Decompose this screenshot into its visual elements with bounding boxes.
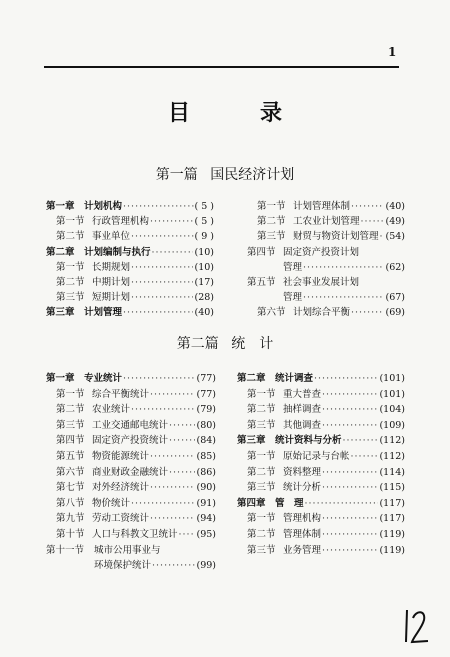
toc-page: (84) — [196, 435, 216, 447]
toc-page: (119) — [379, 544, 405, 556]
leader-dots — [131, 498, 195, 509]
toc-entry — [46, 386, 216, 400]
toc-page: (101) — [379, 373, 405, 384]
toc-entry — [237, 464, 405, 478]
leader-dots — [322, 545, 378, 556]
toc-entry — [247, 304, 405, 318]
toc-title: 社会事业发展计划 — [283, 277, 360, 288]
toc-label: 第十一节 — [46, 544, 85, 556]
toc-page: ( 5 ) — [194, 216, 214, 228]
toc-label: 第二章 — [46, 246, 75, 258]
toc-label: 第一章 — [46, 201, 75, 212]
toc-page: (86) — [196, 466, 216, 478]
toc-entry — [237, 510, 405, 524]
toc-title: 物资能源统计 — [92, 451, 150, 462]
leader-dots — [123, 201, 193, 212]
toc-label: 第七节 — [56, 482, 85, 494]
toc-entry — [46, 542, 216, 556]
toc-entry — [46, 464, 216, 478]
toc-label: 第一节 — [247, 388, 276, 400]
part2-right-column — [237, 370, 405, 560]
toc-entry — [247, 274, 405, 288]
toc-entry — [46, 510, 216, 524]
toc-title: 工业交通邮电统计 — [92, 419, 169, 431]
toc-label: 第八节 — [56, 497, 85, 509]
toc-label: 第一节 — [247, 451, 276, 462]
toc-title: 固定资产投资计划 — [283, 246, 360, 258]
toc-label: 第二节 — [56, 277, 85, 288]
toc-entry — [46, 259, 214, 273]
toc-title: 商业财政金融统计 — [92, 466, 169, 478]
toc-label: 第九节 — [56, 513, 85, 525]
leader-dots — [322, 482, 378, 493]
leader-dots — [322, 529, 378, 540]
toc-entry — [237, 526, 405, 540]
leader-dots — [131, 231, 193, 242]
part1-name: 国民经济计划 — [210, 167, 295, 183]
leader-dots — [322, 404, 378, 415]
leader-dots — [380, 231, 385, 242]
toc-page: (40) — [385, 201, 405, 212]
toc-title: 管 理 — [275, 497, 304, 509]
leader-dots — [131, 262, 193, 273]
toc-entry — [46, 526, 216, 540]
page-title: 目 录 — [167, 101, 306, 126]
toc-page: (62) — [385, 261, 405, 273]
part1-label: 第一篇 — [155, 167, 198, 183]
toc-label: 第二节 — [247, 466, 276, 478]
toc-title: 重大普查 — [283, 388, 322, 400]
toc-title: 短期计划 — [92, 292, 131, 304]
toc-page: (94) — [196, 513, 216, 525]
toc-title: 计划管理 — [84, 307, 123, 319]
toc-title: 综合平衡统计 — [92, 388, 150, 400]
toc-label: 第二节 — [247, 404, 276, 416]
toc-label: 第一节 — [56, 388, 85, 400]
toc-page: (91) — [196, 497, 216, 509]
toc-entry — [46, 228, 214, 242]
leader-dots — [169, 467, 195, 478]
toc-label: 第五节 — [247, 277, 276, 288]
toc-label: 第一节 — [56, 216, 85, 228]
toc-label: 第三节 — [247, 419, 276, 431]
toc-entry — [247, 198, 405, 212]
toc-label: 第六节 — [257, 307, 286, 319]
toc-label: 第四节 — [247, 246, 276, 258]
leader-dots — [131, 404, 195, 415]
toc-title: 城市公用事业与 — [94, 544, 161, 556]
header-rule — [44, 66, 399, 68]
toc-entry — [237, 542, 405, 556]
toc-entry — [237, 448, 405, 462]
toc-label: 第二节 — [257, 216, 286, 228]
toc-title: 中期计划 — [92, 277, 131, 288]
toc-page: (117) — [379, 497, 405, 509]
leader-dots — [150, 513, 195, 524]
toc-chapter — [237, 432, 405, 446]
toc-entry — [46, 479, 216, 493]
leader-dots — [150, 216, 193, 227]
leader-dots — [150, 482, 195, 493]
toc-label: 第一章 — [46, 373, 75, 384]
toc-label: 第三节 — [257, 231, 286, 243]
toc-page: (40) — [194, 307, 214, 319]
toc-title: 财贸与物资计划管理 — [293, 231, 379, 243]
toc-entry-continuation — [46, 557, 216, 571]
leader-dots — [303, 292, 384, 303]
toc-page: (90) — [196, 482, 216, 494]
toc-label: 第三节 — [247, 482, 276, 494]
toc-entry — [237, 417, 405, 431]
part1-left-column — [46, 198, 214, 318]
part2-label: 第二篇 — [176, 336, 219, 352]
toc-label: 第六节 — [56, 466, 85, 478]
toc-page: (119) — [379, 529, 405, 540]
toc-title: 人口与科教文卫统计 — [92, 529, 178, 540]
toc-title: 原始记录与台帐 — [283, 451, 350, 462]
leader-dots — [131, 277, 193, 288]
toc-page: (112) — [379, 435, 405, 447]
toc-label: 第十节 — [56, 529, 85, 540]
leader-dots — [150, 389, 195, 400]
toc-entry — [247, 228, 405, 242]
part2-heading — [0, 333, 450, 353]
toc-page: (115) — [379, 482, 405, 494]
toc-entry — [247, 244, 405, 258]
toc-title: 计划管理体制 — [293, 201, 351, 212]
toc-label: 第一节 — [56, 261, 85, 273]
toc-title: 统计分析 — [283, 482, 322, 494]
leader-dots — [152, 247, 194, 258]
toc-label: 第二节 — [56, 231, 85, 243]
toc-label: 第三节 — [247, 544, 276, 556]
toc-page: (114) — [379, 466, 405, 478]
part1-heading — [0, 164, 450, 184]
leader-dots — [169, 435, 195, 446]
leader-dots — [152, 560, 195, 571]
toc-title: 业务管理 — [283, 544, 322, 556]
toc-title: 行政管理机构 — [92, 216, 150, 228]
handwritten-page-mark — [402, 606, 432, 646]
toc-page: (109) — [379, 419, 405, 431]
leader-dots — [305, 498, 379, 509]
leader-dots — [322, 389, 378, 400]
part1-right-column — [247, 198, 405, 318]
toc-entry — [46, 417, 216, 431]
toc-label: 第一节 — [257, 201, 286, 212]
toc-title: 统计资料与分析 — [275, 435, 342, 447]
leader-dots — [179, 529, 196, 540]
toc-label: 第四章 — [237, 497, 266, 509]
leader-dots — [131, 292, 193, 303]
toc-title: 事业单位 — [92, 231, 131, 243]
toc-chapter — [237, 495, 405, 509]
leader-dots — [322, 513, 378, 524]
leader-dots — [322, 467, 378, 478]
toc-entry — [46, 432, 216, 446]
toc-page: (79) — [196, 404, 216, 416]
toc-title: 长期规划 — [92, 261, 131, 273]
leader-dots — [303, 262, 384, 273]
toc-title-continued: 管理 — [283, 292, 303, 304]
toc-label: 第四节 — [56, 435, 85, 447]
part2-name: 统 计 — [231, 336, 274, 352]
toc-title: 对外经济统计 — [92, 482, 150, 494]
toc-page: (10) — [194, 261, 214, 273]
toc-title: 资料整理 — [283, 466, 322, 478]
toc-page: (10) — [194, 246, 214, 258]
leader-dots — [351, 307, 384, 318]
toc-label: 第一节 — [247, 513, 276, 525]
toc-label: 第三章 — [46, 307, 75, 319]
toc-entry — [46, 274, 214, 288]
toc-title: 农业统计 — [92, 404, 131, 416]
toc-chapter — [46, 304, 214, 318]
toc-page: (69) — [385, 307, 405, 319]
leader-dots — [322, 420, 378, 431]
toc-page: (80) — [196, 419, 216, 431]
leader-dots — [351, 451, 379, 462]
toc-page: (28) — [194, 292, 214, 304]
toc-page: (95) — [196, 529, 216, 540]
toc-title: 工农业计划管理 — [293, 216, 360, 228]
toc-page: (49) — [385, 216, 405, 228]
toc-title: 其他调查 — [283, 419, 322, 431]
toc-title-continued: 管理 — [283, 261, 303, 273]
toc-label: 第二章 — [237, 373, 266, 384]
toc-entry — [46, 213, 214, 227]
toc-title: 抽样调查 — [283, 404, 322, 416]
toc-chapter — [46, 244, 214, 258]
toc-label: 第三节 — [56, 292, 85, 304]
toc-title-continued: 环境保护统计 — [94, 560, 152, 572]
toc-label: 第二节 — [247, 529, 276, 540]
part2-left-column — [46, 370, 216, 572]
toc-title: 专业统计 — [84, 373, 123, 384]
toc-label: 第五节 — [56, 451, 85, 462]
toc-title: 计划机构 — [84, 201, 123, 212]
toc-entry — [237, 401, 405, 415]
toc-page: (85) — [196, 451, 216, 462]
toc-chapter — [46, 198, 214, 212]
leader-dots — [351, 201, 384, 212]
toc-page: (117) — [379, 513, 405, 525]
toc-page: (77) — [196, 373, 216, 384]
toc-entry — [46, 289, 214, 303]
leader-dots — [343, 435, 379, 446]
toc-entry — [237, 479, 405, 493]
toc-title: 统计调查 — [275, 373, 314, 384]
toc-page: (67) — [385, 292, 405, 304]
toc-page: (54) — [385, 231, 405, 243]
toc-entry-continuation — [247, 259, 405, 273]
toc-label: 第二节 — [56, 404, 85, 416]
leader-dots — [169, 420, 195, 431]
toc-title: 管理机构 — [283, 513, 322, 525]
toc-label: 第三节 — [56, 419, 85, 431]
toc-page: (104) — [379, 404, 405, 416]
leader-dots — [123, 307, 193, 318]
toc-title: 固定资产投资统计 — [92, 435, 169, 447]
leader-dots — [314, 373, 378, 384]
toc-page: (101) — [379, 388, 405, 400]
toc-page: (17) — [194, 277, 214, 288]
toc-title: 劳动工资统计 — [92, 513, 150, 525]
toc-chapter — [46, 370, 216, 384]
toc-title: 计划编制与执行 — [84, 246, 151, 258]
toc-title: 计划综合平衡 — [293, 307, 351, 319]
toc-title: 管理体制 — [283, 529, 322, 540]
toc-page: ( 9 ) — [194, 231, 214, 243]
leader-dots — [150, 451, 195, 462]
leader-dots — [123, 373, 195, 384]
toc-page: (112) — [379, 451, 405, 462]
toc-chapter — [237, 370, 405, 384]
toc-entry — [46, 401, 216, 415]
toc-entry — [46, 448, 216, 462]
page-number: 1 — [388, 45, 397, 59]
toc-entry — [46, 495, 216, 509]
toc-entry — [237, 386, 405, 400]
toc-entry — [247, 213, 405, 227]
toc-page: (77) — [196, 388, 216, 400]
toc-entry-continuation — [247, 289, 405, 303]
toc-title: 物价统计 — [92, 497, 131, 509]
leader-dots — [361, 216, 385, 227]
toc-page: (99) — [196, 560, 216, 572]
toc-label: 第三章 — [237, 435, 266, 447]
toc-page: ( 5 ) — [194, 201, 214, 212]
